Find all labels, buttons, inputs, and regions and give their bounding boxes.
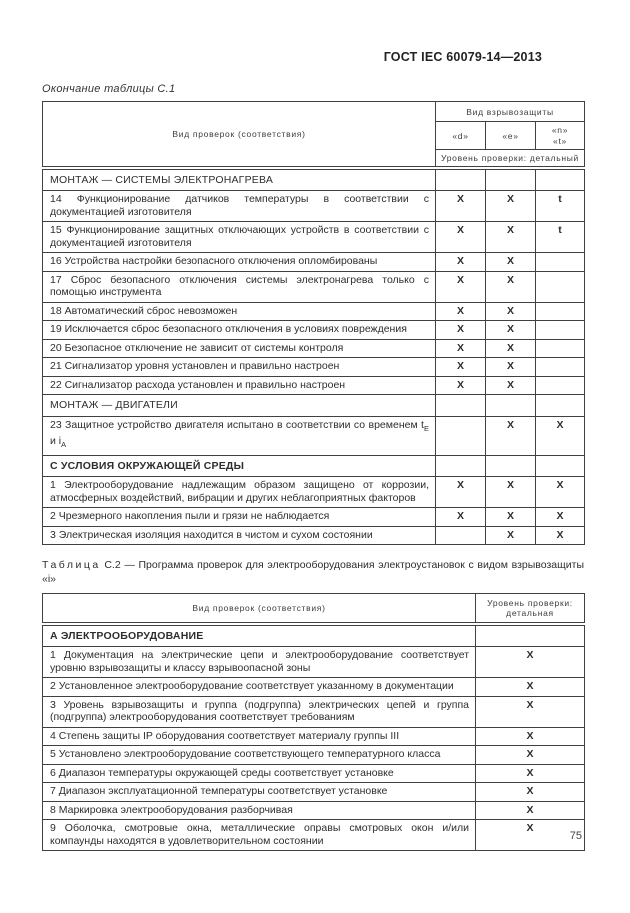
section-label: МОНТАЖ — ДВИГАТЕЛИ bbox=[43, 395, 436, 417]
check-description: 15 Функционирование защитных отключающих устройств в соответствии с документацией изготовителя bbox=[43, 222, 436, 253]
mark-cell: X bbox=[436, 358, 486, 377]
subscript-text: E bbox=[423, 423, 429, 433]
mark-cell: X bbox=[476, 647, 585, 678]
table-row bbox=[43, 678, 585, 697]
mark-cell: X bbox=[486, 508, 536, 527]
mark-cell: X bbox=[486, 376, 536, 395]
check-description: 22 Сигнализатор расхода установлен и правильно настроен bbox=[43, 376, 436, 395]
subscript-text: A bbox=[61, 440, 67, 450]
mark-cell: X bbox=[436, 191, 486, 222]
mark-cell: X bbox=[486, 339, 536, 358]
check-description: 20 Безопасное отключение не зависит от системы контроля bbox=[43, 339, 436, 358]
table-row bbox=[43, 321, 585, 340]
c1-header-sub-n: «n» bbox=[551, 124, 569, 135]
mark-cell: X bbox=[486, 416, 536, 455]
c2-header-checks-col: Вид проверок (соответствия) bbox=[43, 594, 476, 624]
check-description: 18 Автоматический сброс невозможен bbox=[43, 302, 436, 321]
mark-cell: X bbox=[536, 508, 585, 527]
mark-cell bbox=[436, 455, 486, 477]
table-c2-caption bbox=[42, 559, 584, 586]
mark-cell bbox=[436, 526, 486, 545]
mark-cell: X bbox=[436, 321, 486, 340]
table-row bbox=[43, 416, 585, 455]
mark-cell: X bbox=[536, 526, 585, 545]
check-description: 16 Устройства настройки безопасного отключения опломбированы bbox=[43, 253, 436, 272]
check-description: 1 Электрооборудование надлежащим образом защищено от коррозии, атмосферных воздействий, вибрации и других неблагоприятных факторов bbox=[43, 477, 436, 508]
mark-cell: X bbox=[476, 820, 585, 851]
table-row bbox=[43, 526, 585, 545]
mark-cell bbox=[536, 302, 585, 321]
mark-cell: X bbox=[476, 678, 585, 697]
table-row bbox=[43, 253, 585, 272]
check-description: 5 Установлено электрооборудование соответствующего температурного класса bbox=[43, 746, 476, 765]
mark-cell bbox=[486, 455, 536, 477]
c1-header-sub-e: «e» bbox=[486, 122, 536, 150]
c1-header-sub-nt bbox=[536, 122, 585, 150]
table-c1-continuation-caption: Окончание таблицы С.1 bbox=[42, 83, 176, 95]
table-row bbox=[43, 339, 585, 358]
section-label: А ЭЛЕКТРООБОРУДОВАНИЕ bbox=[43, 624, 476, 647]
mark-cell: X bbox=[436, 302, 486, 321]
mark-cell: X bbox=[486, 222, 536, 253]
mark-cell bbox=[536, 168, 585, 191]
check-description: 3 Уровень взрывозащиты и группа (подгруппа) электрических цепей и группа (подгруппа) электрооборудования соответствует требованиям bbox=[43, 696, 476, 727]
table-row bbox=[43, 820, 585, 851]
mark-cell: X bbox=[486, 526, 536, 545]
mark-cell bbox=[536, 395, 585, 417]
table-row bbox=[43, 302, 585, 321]
mark-cell: X bbox=[436, 477, 486, 508]
mark-cell: t bbox=[536, 191, 585, 222]
check-description: 19 Исключается сброс безопасного отключения в условиях повреждения bbox=[43, 321, 436, 340]
mark-cell bbox=[536, 376, 585, 395]
check-description: 2 Установленное электрооборудование соответствует указанному в документации bbox=[43, 678, 476, 697]
check-description: 3 Электрическая изоляция находится в чистом и сухом состоянии bbox=[43, 526, 436, 545]
mark-cell bbox=[486, 168, 536, 191]
mark-cell bbox=[436, 395, 486, 417]
mark-cell: X bbox=[476, 696, 585, 727]
check-description: 8 Маркировка электрооборудования разборчивая bbox=[43, 801, 476, 820]
section-label: МОНТАЖ — СИСТЕМЫ ЭЛЕКТРОНАГРЕВА bbox=[43, 168, 436, 191]
check-description: 6 Диапазон температуры окружающей среды соответствует установке bbox=[43, 764, 476, 783]
mark-cell bbox=[476, 624, 585, 647]
mark-cell bbox=[436, 416, 486, 455]
mark-cell: X bbox=[436, 376, 486, 395]
table-row bbox=[43, 358, 585, 377]
table-row bbox=[43, 696, 585, 727]
mark-cell: X bbox=[476, 801, 585, 820]
check-description: 21 Сигнализатор уровня установлен и правильно настроен bbox=[43, 358, 436, 377]
mark-cell bbox=[536, 339, 585, 358]
section-row bbox=[43, 455, 585, 477]
table-row bbox=[43, 727, 585, 746]
c1-header-protection-group: Вид взрывозащиты bbox=[436, 102, 585, 122]
table-row bbox=[43, 191, 585, 222]
check-description: 7 Диапазон эксплуатационной температуры соответствует установке bbox=[43, 783, 476, 802]
check-description: 9 Оболочка, смотровые окна, металлические оправы смотровых окон и/или компаунды находятся в удовлетворительном состоянии bbox=[43, 820, 476, 851]
mark-cell: X bbox=[476, 746, 585, 765]
c1-header-sub-t: «t» bbox=[553, 135, 567, 146]
mark-cell: X bbox=[436, 339, 486, 358]
mark-cell: X bbox=[536, 416, 585, 455]
c1-header-checks-col: Вид проверок (соответствия) bbox=[43, 102, 436, 168]
mark-cell bbox=[486, 395, 536, 417]
table-c2-body bbox=[43, 624, 585, 851]
table-c2-caption-word: Таблица bbox=[42, 559, 101, 572]
mark-cell bbox=[436, 168, 486, 191]
mark-cell: X bbox=[436, 271, 486, 302]
mark-cell bbox=[536, 321, 585, 340]
doc-header bbox=[42, 50, 584, 64]
check-description: 4 Степень защиты IP оборудования соответствует материалу группы III bbox=[43, 727, 476, 746]
mark-cell: X bbox=[476, 727, 585, 746]
check-description: 1 Документация на электрические цепи и электрооборудование соответствует уровню взрывозащиты и классу взрывоопасной зоны bbox=[43, 647, 476, 678]
table-row bbox=[43, 801, 585, 820]
doc-title: ГОСТ IEC 60079-14—2013 bbox=[383, 50, 542, 64]
page-number: 75 bbox=[569, 830, 582, 842]
check-description: 14 Функционирование датчиков температуры в соответствии с документацией изготовителя bbox=[43, 191, 436, 222]
table-row bbox=[43, 477, 585, 508]
c2-header-level-col bbox=[476, 594, 585, 624]
mark-cell: X bbox=[486, 358, 536, 377]
table-row bbox=[43, 508, 585, 527]
mark-cell: X bbox=[436, 253, 486, 272]
table-c1-body bbox=[43, 168, 585, 545]
mark-cell: X bbox=[476, 783, 585, 802]
check-description: 17 Сброс безопасного отключения системы электронагрева только с помощью инструмента bbox=[43, 271, 436, 302]
mark-cell bbox=[536, 253, 585, 272]
text-segment: 23 Защитное устройство двигателя испытано в соответствии со временем t bbox=[50, 418, 424, 431]
mark-cell: X bbox=[476, 764, 585, 783]
section-row bbox=[43, 395, 585, 417]
table-row bbox=[43, 764, 585, 783]
check-description: 2 Чрезмерного накопления пыли и грязи не наблюдается bbox=[43, 508, 436, 527]
mark-cell: X bbox=[436, 222, 486, 253]
table-c1-header bbox=[43, 102, 585, 168]
table-c2-header bbox=[43, 594, 585, 624]
mark-cell: X bbox=[486, 253, 536, 272]
c1-header-sub-d: «d» bbox=[436, 122, 486, 150]
c1-header-level-label: Уровень проверки: детальный bbox=[436, 150, 585, 168]
table-c2-caption-text: — Программа проверок для электрооборудования электроустановок с видом взрывозащиты «i» bbox=[42, 559, 584, 585]
table-row bbox=[43, 647, 585, 678]
c2-header-level-line2: детальная bbox=[506, 607, 554, 618]
section-label: С УСЛОВИЯ ОКРУЖАЮЩЕЙ СРЕДЫ bbox=[43, 455, 436, 477]
mark-cell bbox=[536, 455, 585, 477]
section-row bbox=[43, 168, 585, 191]
check-description bbox=[43, 416, 436, 455]
table-row bbox=[43, 376, 585, 395]
table-row bbox=[43, 271, 585, 302]
table-c1 bbox=[42, 101, 585, 545]
mark-cell: X bbox=[486, 191, 536, 222]
table-c2 bbox=[42, 593, 585, 851]
mark-cell: X bbox=[486, 321, 536, 340]
section-row bbox=[43, 624, 585, 647]
table-c2-caption-number: С.2 bbox=[104, 559, 121, 572]
mark-cell: X bbox=[486, 302, 536, 321]
mark-cell: X bbox=[536, 477, 585, 508]
mark-cell: X bbox=[486, 271, 536, 302]
table-row bbox=[43, 746, 585, 765]
mark-cell: X bbox=[486, 477, 536, 508]
table-row bbox=[43, 222, 585, 253]
mark-cell bbox=[536, 271, 585, 302]
mark-cell: X bbox=[436, 508, 486, 527]
mark-cell bbox=[536, 358, 585, 377]
text-segment: и i bbox=[50, 435, 62, 448]
table-row bbox=[43, 783, 585, 802]
mark-cell: t bbox=[536, 222, 585, 253]
c2-header-level-line1: Уровень проверки: bbox=[487, 597, 573, 608]
